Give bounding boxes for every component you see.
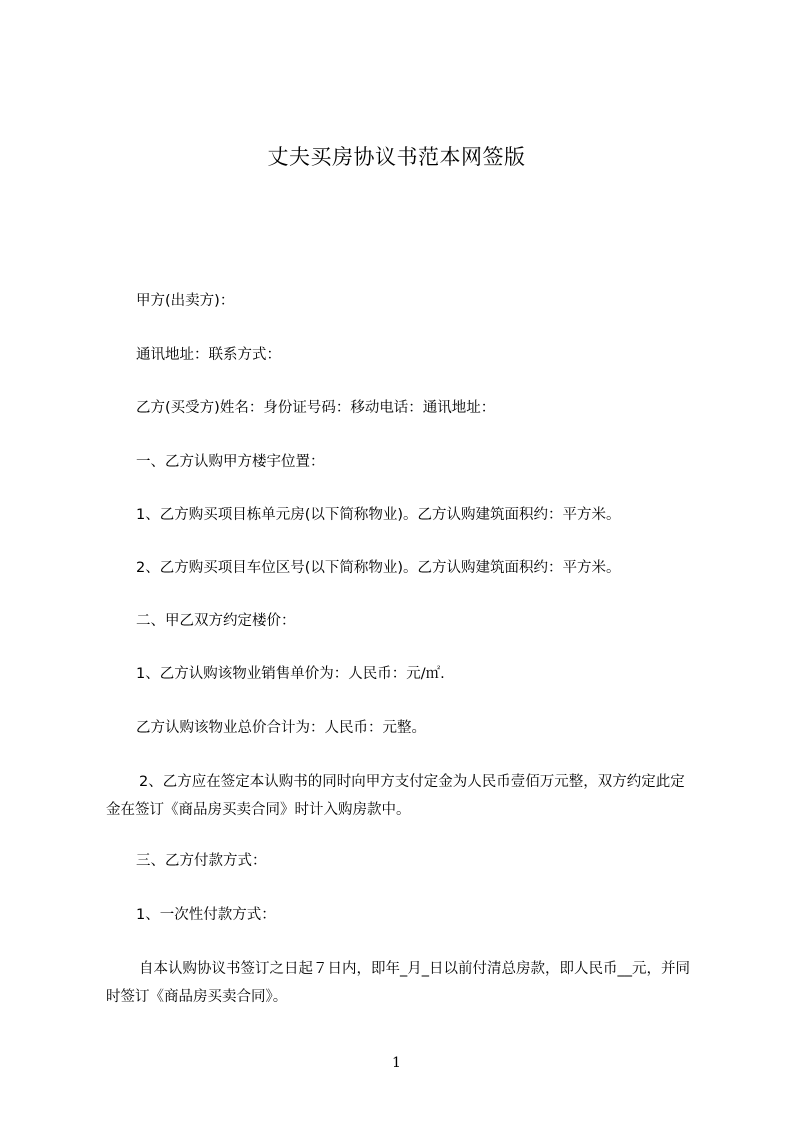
document-title: 丈夫买房协议书范本网签版 [267, 145, 526, 169]
paragraph-payment-deadline: 自本认购协议书签订之日起７日内，即年_月_日以前付清总房款，即人民币__元，并同时签订《商品房买卖合同》。 [106, 961, 690, 1005]
section-heading-price: 二、甲乙双方约定楼价： [136, 613, 296, 629]
section-heading-payment: 三、乙方付款方式： [136, 853, 267, 869]
paragraph-deposit: 2、乙方应在签定本认购书的同时向甲方支付定金为人民币壹佰万元整，双方约定此定金在签订《商品房买卖合同》时计入购房款中。 [106, 774, 685, 818]
paragraph-lump-sum-payment: 1、一次性付款方式： [136, 907, 276, 923]
paragraph-total-price: 乙方认购该物业总价合计为：人民币：元整。 [136, 720, 426, 736]
paragraph-buyer: 乙方(买受方)姓名：身份证号码：移动电话：通讯地址： [136, 400, 496, 416]
paragraph-parking-purchase: 2、乙方购买项目车位区号(以下简称物业)。乙方认购建筑面积约：平方米。 [136, 560, 621, 576]
paragraph-seller-contact: 通讯地址：联系方式： [136, 347, 281, 363]
paragraph-unit-purchase: 1、乙方购买项目栋单元房(以下简称物业)。乙方认购建筑面积约：平方米。 [136, 507, 621, 523]
section-heading-location: 一、乙方认购甲方楼宇位置： [136, 454, 325, 470]
paragraph-seller: 甲方(出卖方)： [136, 293, 235, 309]
page-number: 1 [392, 1055, 401, 1071]
paragraph-unit-price: 1、乙方认购该物业销售单价为：人民币：元/㎡. [136, 666, 445, 682]
